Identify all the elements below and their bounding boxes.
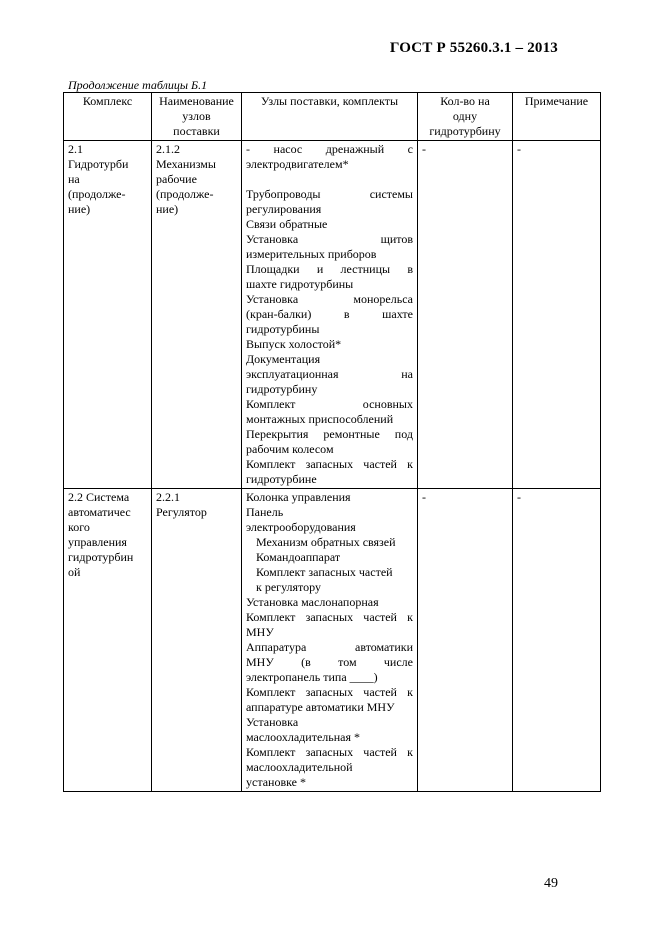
item-line: Комплект запасных частей к bbox=[246, 610, 413, 624]
item-line: Установка монорельса bbox=[246, 292, 413, 306]
item-line: установке * bbox=[246, 775, 306, 789]
table-caption: Продолжение таблицы Б.1 bbox=[68, 78, 208, 92]
item-line: Комплект основных bbox=[246, 397, 413, 411]
col-unit-name-header-line: Наименование bbox=[159, 94, 234, 108]
items-cell bbox=[242, 141, 418, 489]
complex-line: управления bbox=[68, 535, 127, 549]
table-row bbox=[64, 489, 601, 792]
complex-line: ой bbox=[68, 565, 81, 579]
item-line: (кран-балки) в шахте bbox=[246, 307, 413, 321]
item-line: Комплект запасных частей к bbox=[246, 685, 413, 699]
unit-name-cell bbox=[152, 141, 242, 489]
complex-line: кого bbox=[68, 520, 90, 534]
unit-name-cell bbox=[152, 489, 242, 792]
item-line: регулирования bbox=[246, 202, 322, 216]
col-items-header-line: Узлы поставки, комплекты bbox=[260, 94, 399, 108]
items-cell bbox=[242, 489, 418, 792]
item-line: монтажных приспособлений bbox=[246, 412, 394, 426]
unit-name-line: 2.1.2 bbox=[156, 142, 180, 156]
item-line: Комплект запасных частей к bbox=[246, 745, 413, 759]
item-line: Аппаратура автоматики bbox=[246, 640, 413, 654]
qty-cell: - bbox=[418, 141, 513, 489]
col-items-header bbox=[242, 93, 418, 141]
col-unit-name-header-line: поставки bbox=[173, 124, 220, 138]
item-line: маслоохладительная * bbox=[246, 730, 360, 744]
col-unit-name-header bbox=[152, 93, 242, 141]
item-line: Связи обратные bbox=[246, 217, 328, 231]
complex-line: 2.1 bbox=[68, 142, 83, 156]
complex-line: гидротурбин bbox=[68, 550, 134, 564]
item-line: измерительных приборов bbox=[246, 247, 377, 261]
complex-cell bbox=[64, 489, 152, 792]
col-complex-header bbox=[64, 93, 152, 141]
unit-name-line: (продолже- bbox=[156, 187, 214, 201]
item-line: Механизм обратных связей bbox=[256, 535, 396, 549]
complex-line: (продолже- bbox=[68, 187, 126, 201]
col-qty-header-line: Кол-во на bbox=[440, 94, 490, 108]
note-cell: - bbox=[513, 489, 601, 792]
item-line: - насос дренажный с bbox=[246, 142, 413, 156]
complex-line: 2.2 Система bbox=[68, 490, 130, 504]
item-line: эксплуатационная на bbox=[246, 367, 413, 381]
item-line: МНУ (в том числе bbox=[246, 655, 413, 669]
complex-line: Гидротурби bbox=[68, 157, 129, 171]
table-row bbox=[64, 141, 601, 489]
item-line: Трубопроводы системы bbox=[246, 187, 413, 201]
unit-name-line: 2.2.1 bbox=[156, 490, 180, 504]
unit-name-line: ние) bbox=[156, 202, 179, 216]
unit-name-line: Регулятор bbox=[156, 505, 207, 519]
item-line: МНУ bbox=[246, 625, 274, 639]
complex-line: автоматичес bbox=[68, 505, 131, 519]
item-line: рабочим колесом bbox=[246, 442, 334, 456]
item-line: Панель bbox=[246, 505, 284, 519]
complex-line: ние) bbox=[68, 202, 91, 216]
item-line: электропанель типа ____) bbox=[246, 670, 378, 684]
col-note-header bbox=[513, 93, 601, 141]
item-line: гидротурбину bbox=[246, 382, 318, 396]
data-table bbox=[63, 92, 601, 792]
page-number: 49 bbox=[544, 876, 558, 891]
item-line: Выпуск холостой* bbox=[246, 337, 342, 351]
complex-cell bbox=[64, 141, 152, 489]
item-line: Установка bbox=[246, 715, 299, 729]
item-line: электродвигателем* bbox=[246, 157, 349, 171]
item-line: гидротурбине bbox=[246, 472, 317, 486]
document-header: ГОСТ Р 55260.3.1 – 2013 bbox=[389, 40, 558, 56]
item-line: Перекрытия ремонтные под bbox=[246, 427, 413, 441]
item-line: Установка маслонапорная bbox=[246, 595, 379, 609]
unit-name-line: рабочие bbox=[156, 172, 197, 186]
item-line: Комплект запасных частей к bbox=[246, 457, 413, 471]
item-line: маслоохладительной bbox=[246, 760, 353, 774]
unit-name-line: Механизмы bbox=[156, 157, 216, 171]
item-line: аппаратуре автоматики МНУ bbox=[246, 700, 395, 714]
table-header bbox=[64, 93, 601, 141]
complex-line: на bbox=[68, 172, 80, 186]
col-complex-header-line: Комплекс bbox=[82, 94, 133, 108]
item-line: гидротурбины bbox=[246, 322, 320, 336]
item-line: Комплект запасных частей bbox=[256, 565, 393, 579]
item-line: к регулятору bbox=[256, 580, 321, 594]
note-cell: - bbox=[513, 141, 601, 489]
item-line: Установка щитов bbox=[246, 232, 413, 246]
item-line: электрооборудования bbox=[246, 520, 356, 534]
header-row bbox=[64, 93, 601, 141]
item-line: Документация bbox=[246, 352, 321, 366]
item-line: Площадки и лестницы в bbox=[246, 262, 413, 276]
item-line: Командоаппарат bbox=[256, 550, 341, 564]
col-qty-header bbox=[418, 93, 513, 141]
item-line: Колонка управления bbox=[246, 490, 351, 504]
col-qty-header-line: гидротурбину bbox=[429, 124, 501, 138]
qty-cell: - bbox=[418, 489, 513, 792]
col-note-header-line: Примечание bbox=[524, 94, 589, 108]
items-spacer bbox=[246, 172, 413, 187]
col-unit-name-header-line: узлов bbox=[182, 109, 211, 123]
table-body bbox=[64, 141, 601, 792]
item-line: шахте гидротурбины bbox=[246, 277, 354, 291]
col-qty-header-line: одну bbox=[452, 109, 478, 123]
